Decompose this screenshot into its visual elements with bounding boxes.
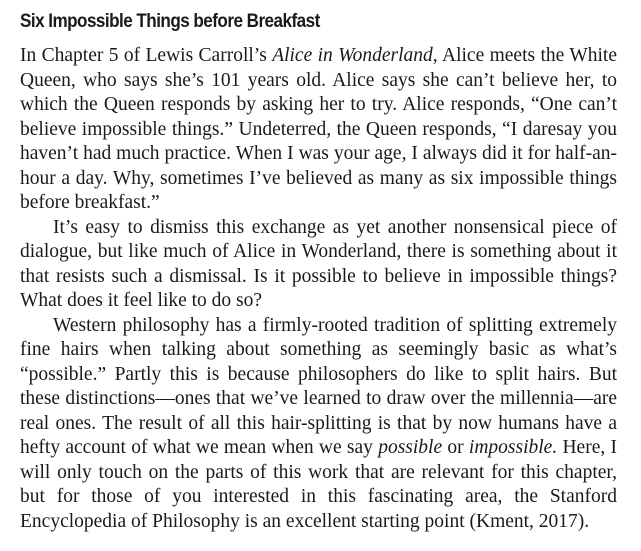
- section-heading: Six Impossible Things before Breakfast: [20, 11, 320, 32]
- paragraph-3-text-2: or: [442, 437, 469, 458]
- paragraph-3-text-3: Here, I will only touch on the parts of this work that are relevant for this chapter, but for those of you interested in this fascinating area, the Stanford Encyclopedia of Philosophy is an excellent starting point (Kment, 2017).: [20, 437, 617, 532]
- paragraph-3-text-1: Western philosophy has a firmly-rooted tradition of splitting extremely fine hairs when talking about something as seemingly basic as what’s “possible.” Partly this is because philosophers do like to split hairs. But these distinctions—ones that we’ve learned to draw over the millennia—are real ones. The result of all this hair-splitting is that by now humans have a hefty account of what we mean when we say: [20, 314, 617, 458]
- paragraph-3-term-impossible: impossible.: [468, 437, 558, 458]
- paragraph-1-text-2: Alice meets the White Queen, who says she’s 101 years old. Alice says she can’t believe her, to which the Queen responds by asking her to try. Alice responds, “One can’t believe impossible things.” Undeterred, the Queen responds, “I daresay you haven’t had much practice. When I was your age, I always did it for half-an-hour a day. Why, sometimes I’ve believed as many as six impossible things before breakfast.”: [20, 45, 617, 213]
- paragraph-2: [20, 216, 617, 314]
- paragraph-1: [20, 44, 617, 216]
- paragraph-2-text: It’s easy to dismiss this exchange as yet another nonsensical piece of dialogue, but like much of Alice in Wonderland, there is something about it that resists such a dismissal. Is it possible to believe in impossible things? What does it feel like to do so?: [20, 216, 617, 311]
- paragraph-3-term-possible: possible: [378, 437, 443, 458]
- paragraph-1-text-1: In Chapter 5 of Lewis Carroll’s: [20, 45, 273, 66]
- document-page: [20, 10, 617, 534]
- paragraph-1-book-title: Alice in Wonderland,: [272, 45, 438, 66]
- paragraph-3: [20, 314, 617, 535]
